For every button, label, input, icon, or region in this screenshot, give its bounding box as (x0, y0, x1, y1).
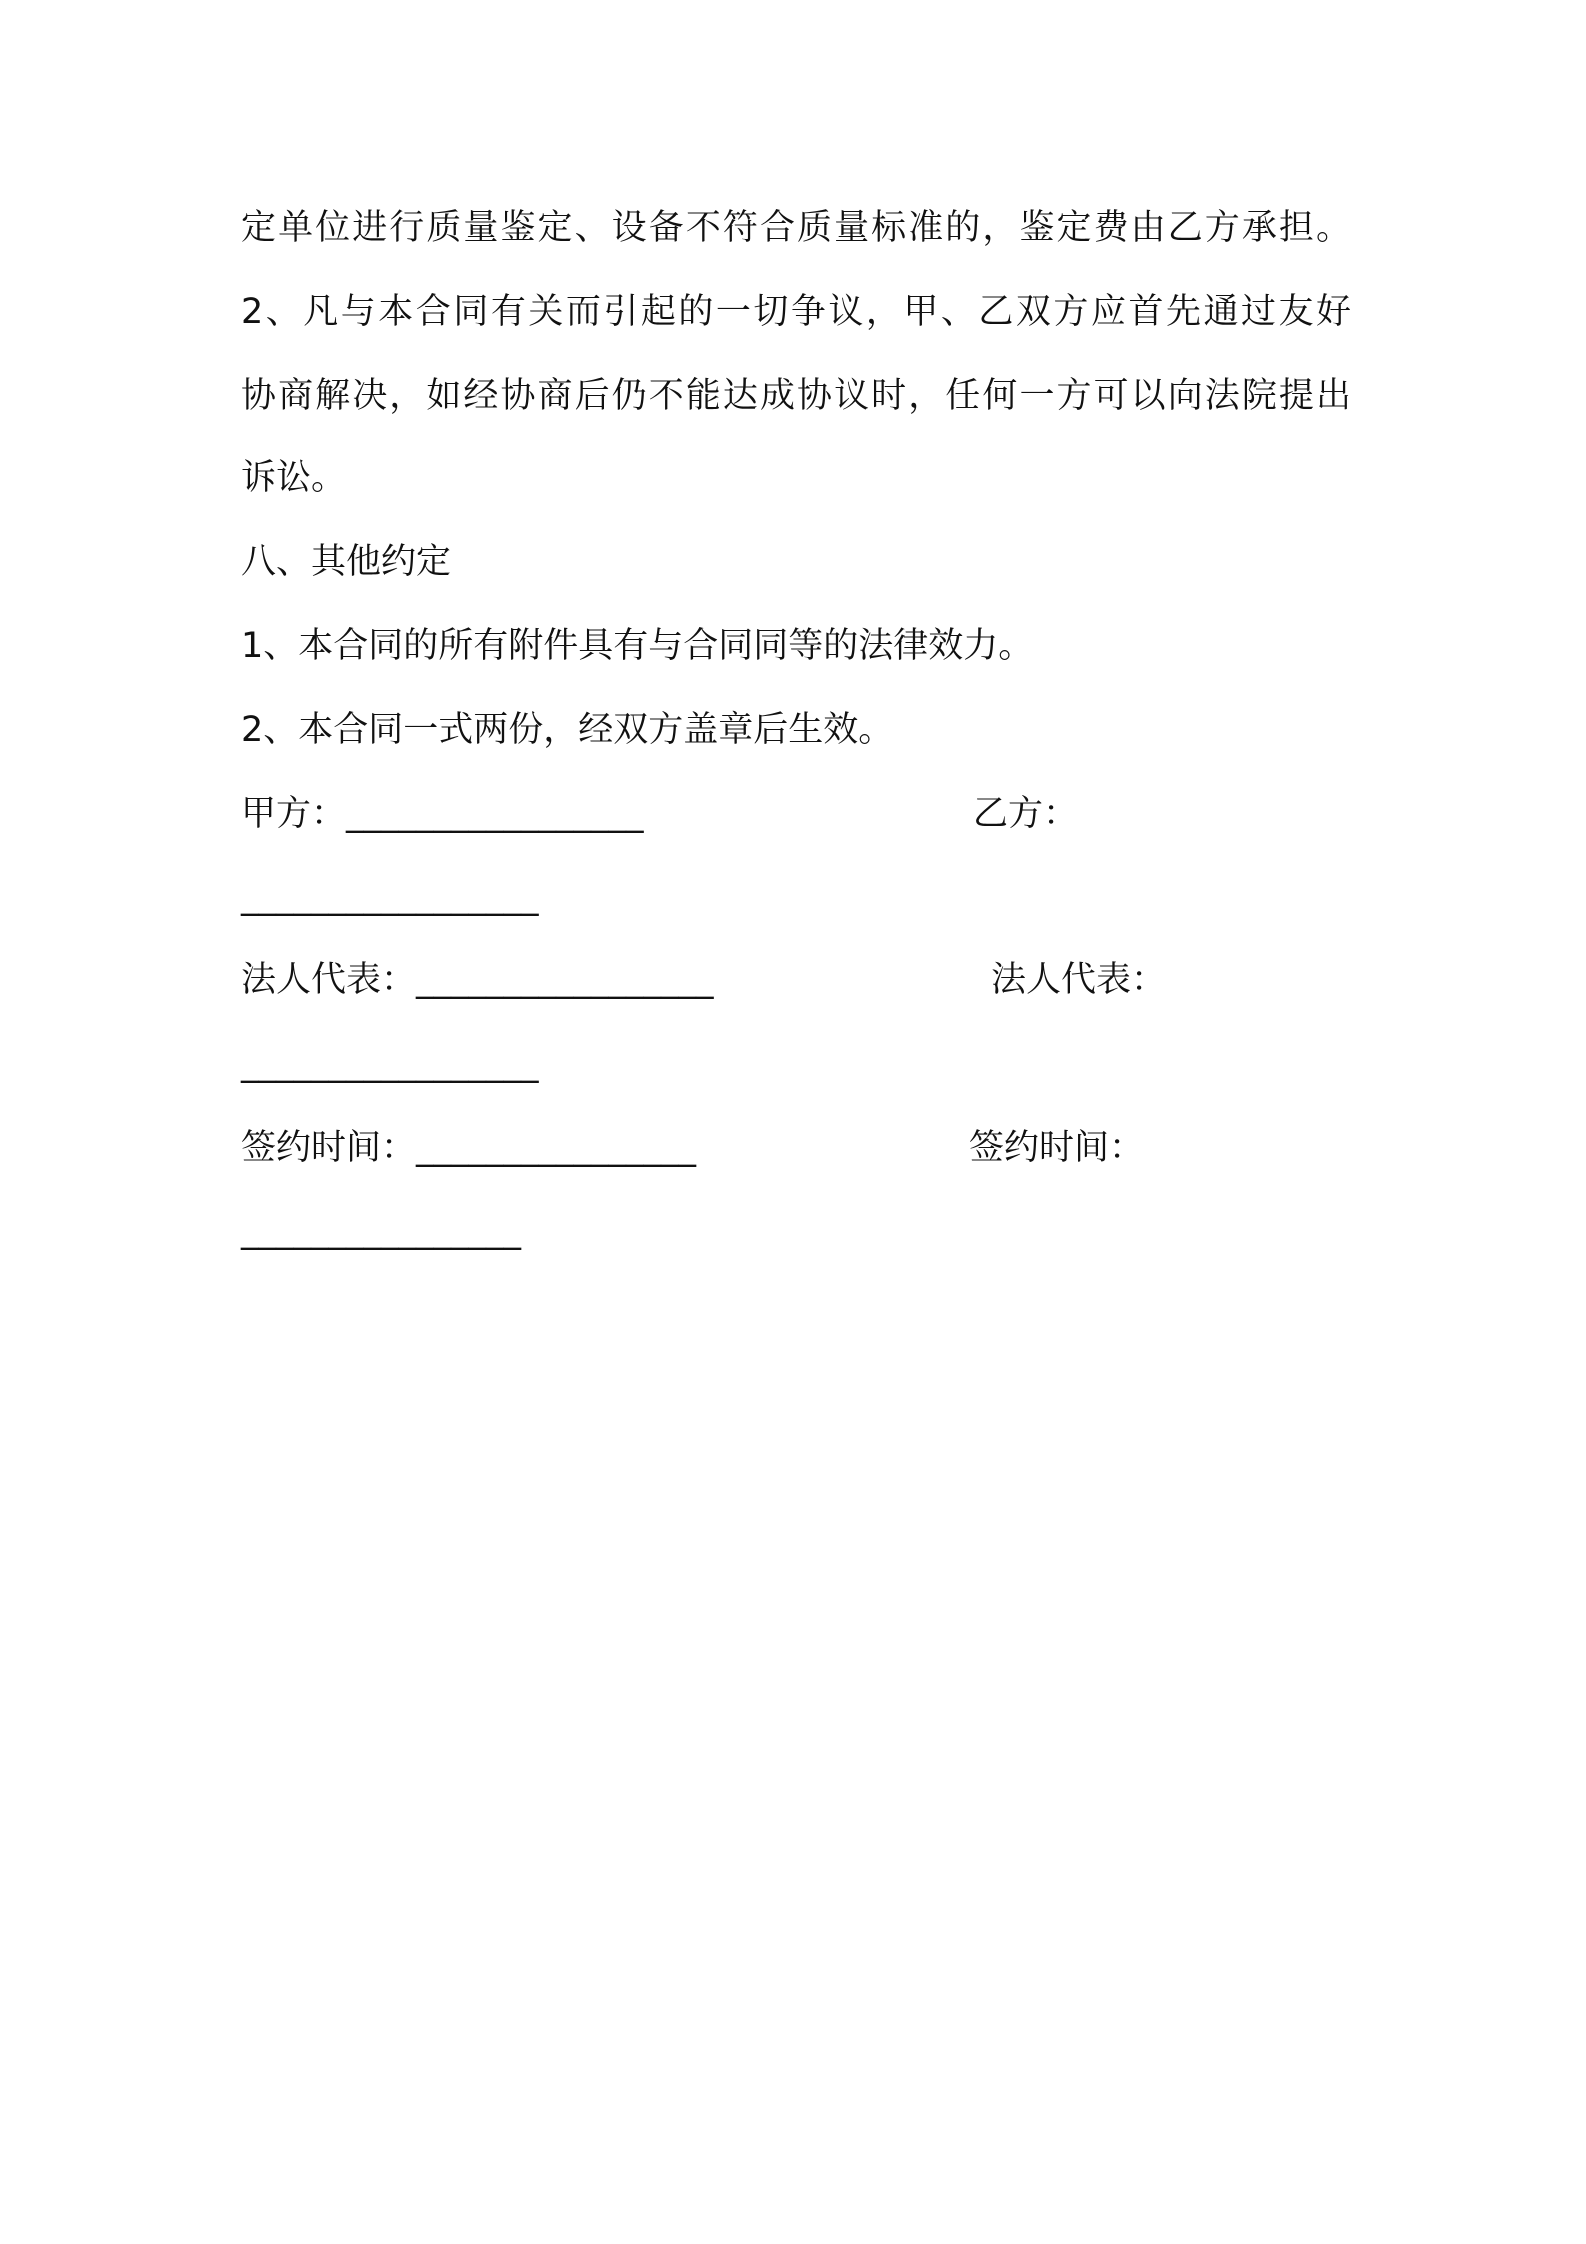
date-b-blank[interactable]: ________________ (241, 1211, 521, 1251)
paragraph-line: 诉讼。 (241, 458, 347, 498)
party-a-signature (241, 790, 644, 838)
date-a-signature (241, 1124, 696, 1172)
party-a-label: 甲方： (241, 794, 347, 834)
list-item: 1、本合同的所有附件具有与合同同等的法律效力。 (241, 626, 1034, 666)
paragraph-line: 协商解决，如经协商后仍不能达成协议时，任何一方可以向法院提出 (241, 376, 1351, 416)
paragraph-line: 定单位进行质量鉴定、设备不符合质量标准的，鉴定费由乙方承担。 (241, 208, 1351, 248)
rep-a-blank[interactable]: _________________ (416, 960, 714, 1000)
date-a-label: 签约时间： (241, 1128, 417, 1168)
date-b-label: 签约时间： (969, 1128, 1145, 1168)
paragraph-line: 2、凡与本合同有关而引起的一切争议，甲、乙双方应首先通过友好 (241, 292, 1351, 332)
rep-b-blank[interactable]: _________________ (241, 1044, 539, 1084)
section-heading: 八、其他约定 (241, 542, 452, 582)
rep-a-label: 法人代表： (241, 960, 417, 1000)
rep-b-label: 法人代表： (991, 960, 1167, 1000)
rep-a-signature (241, 956, 714, 1004)
party-b-label: 乙方： (973, 794, 1079, 834)
list-item: 2、本合同一式两份，经双方盖章后生效。 (241, 710, 894, 750)
party-b-blank[interactable]: _________________ (241, 877, 539, 917)
date-a-blank[interactable]: ________________ (416, 1128, 697, 1168)
party-a-blank[interactable]: _________________ (346, 794, 644, 834)
